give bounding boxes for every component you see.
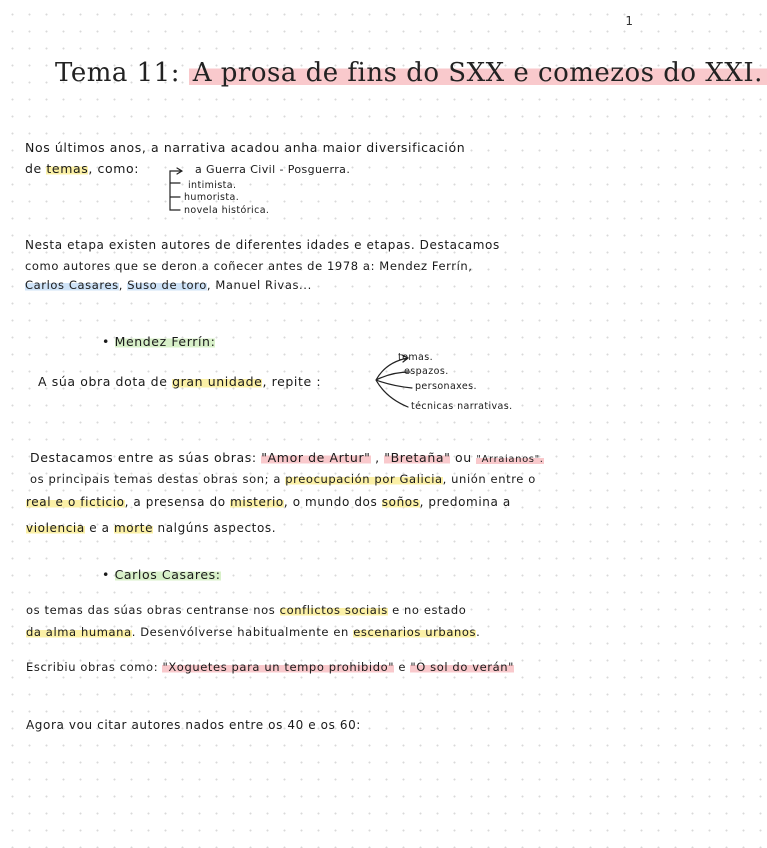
para1-word-de: de (25, 161, 42, 176)
page-title (55, 58, 767, 88)
cas-l1c: e no estado (392, 603, 467, 617)
para1-como: , como: (88, 161, 140, 176)
closing-line: Agora vou citar autores nados entre os 40 e os 60: (26, 718, 361, 732)
p3-l3b: , a presensa do (124, 495, 226, 509)
title-prefix: Tema 11: (55, 58, 180, 88)
mendez-line (38, 374, 321, 389)
bullet: • (102, 567, 110, 582)
theme-real-ficticio: real e o ficticio (26, 495, 125, 509)
para3-line4 (26, 521, 276, 535)
para1-temas: temas (46, 161, 89, 176)
bullet: • (102, 334, 110, 349)
para3-line2 (30, 472, 536, 486)
p3-a: Destacamos entre as súas obras: (30, 450, 257, 465)
theme-escenarios: escenarios urbanos (353, 625, 477, 639)
casares-line2 (26, 625, 480, 639)
work-amor-de-artur: "Amor de Artur" (261, 450, 371, 465)
p3-ou: ou (455, 450, 472, 465)
mendez-unidade: gran unidade (172, 374, 263, 389)
mendez-branch: técnicas narrativas. (411, 401, 513, 412)
theme-galicia: preocupación por Galicia (285, 472, 443, 486)
p3-l4b: e a (89, 521, 110, 535)
p3-l3f: , predomina a (419, 495, 511, 509)
author-suso: Suso de toro (127, 278, 207, 292)
cas-l3c: e (398, 660, 407, 674)
mendez-branch: personaxes. (415, 381, 477, 392)
work-o-sol-do-veran: "O sol do verán" (410, 660, 515, 674)
section-heading-casares (102, 567, 221, 582)
cas-l2d: . (476, 625, 481, 639)
para1-line1: Nos últimos anos, a narrativa acadou anha maior diversificación (25, 140, 466, 155)
author-casares: Carlos Casares (25, 278, 119, 292)
para2-line3 (25, 278, 312, 292)
branch-item: intimista. (188, 180, 237, 191)
p3-l2a: os principais temas destas obras son; a (30, 472, 282, 486)
casares-line1 (26, 603, 466, 617)
para3-line3 (26, 495, 511, 509)
p3-l4d: nalgúns aspectos. (157, 521, 277, 535)
mendez-heading-text: Mendez Ferrín: (114, 334, 216, 349)
p3-l2c: , unión entre o (442, 472, 536, 486)
para1-line2 (25, 161, 139, 176)
theme-alma-humana: da alma humana (26, 625, 132, 639)
comma: , (118, 278, 124, 292)
theme-sonos: soños (381, 495, 420, 509)
section-heading-mendez (102, 334, 215, 349)
mendez-branch: temas. (398, 352, 434, 363)
theme-misterio: misterio (230, 495, 284, 509)
casares-line3 (26, 660, 514, 674)
casares-heading-text: Carlos Casares: (114, 567, 221, 582)
p3-comma: , (375, 450, 380, 465)
mendez-branch: espazos. (404, 366, 449, 377)
cas-l2b: . Desenvólverse habitualmente en (131, 625, 349, 639)
branch-arrow-icon (164, 166, 184, 216)
theme-violencia: violencia (26, 521, 85, 535)
work-bretana: "Bretaña" (384, 450, 451, 465)
work-xoguetes: "Xoguetes para un tempo prohibido" (162, 660, 395, 674)
para2-line1: Nesta etapa existen autores de diferentes idades e etapas. Destacamos (25, 238, 500, 252)
branch-main: a Guerra Civil - Posguerra. (195, 163, 351, 176)
p3-l3d: , o mundo dos (283, 495, 378, 509)
cas-l3a: Escribiu obras como: (26, 660, 159, 674)
theme-morte: morte (114, 521, 154, 535)
page-number: 1 (625, 14, 633, 28)
author-rest: , Manuel Rivas... (206, 278, 312, 292)
para2-line2: como autores que se deron a coñecer antes de 1978 a: Mendez Ferrín, (25, 259, 473, 273)
mendez-line-c: , repite : (262, 374, 322, 389)
para3-line1 (30, 450, 544, 465)
title-highlight: A prosa de fins do SXX e comezos do XXI. (189, 58, 767, 88)
cas-l1a: os temas das súas obras centranse nos (26, 603, 276, 617)
branch-item: novela histórica. (184, 205, 270, 216)
branch-item: humorista. (184, 192, 240, 203)
mendez-line-a: A súa obra dota de (38, 374, 168, 389)
theme-conflictos: conflictos sociais (279, 603, 388, 617)
work-arraianos: "Arraianos". (476, 454, 544, 465)
